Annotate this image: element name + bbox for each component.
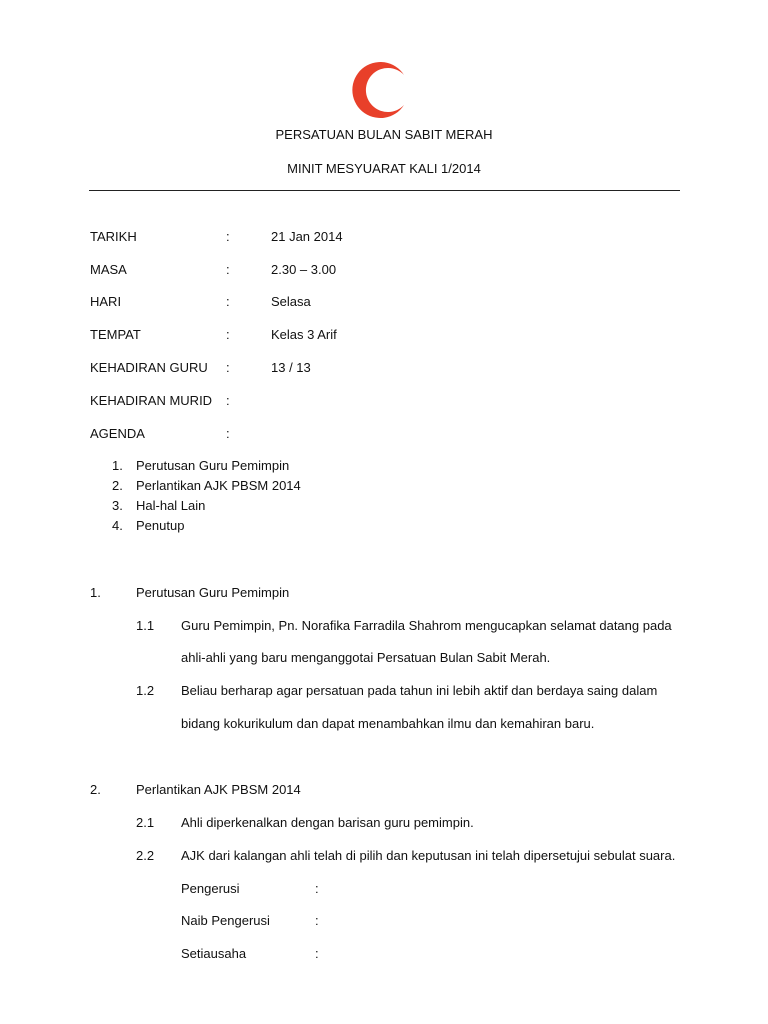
item-text: Guru Pemimpin, Pn. Norafika Farradila Shahrom mengucapkan selamat datang pada xyxy=(181,618,672,633)
info-sep: : xyxy=(226,327,230,342)
section-title: Perlantikan AJK PBSM 2014 xyxy=(136,782,301,797)
item-text: Ahli diperkenalkan dengan barisan guru pemimpin. xyxy=(181,815,474,830)
position-sep: : xyxy=(315,913,319,928)
info-label-agenda: AGENDA xyxy=(90,426,145,441)
position-label: Pengerusi xyxy=(181,881,240,896)
position-sep: : xyxy=(315,946,319,961)
item-num: 2.1 xyxy=(136,815,155,830)
info-sep: : xyxy=(226,229,230,244)
section-num: 1. xyxy=(90,585,101,600)
minutes-title: MINIT MESYUARAT KALI 1/2014 xyxy=(287,161,481,176)
info-sep: : xyxy=(226,294,230,309)
divider xyxy=(89,190,680,191)
section-title: Perutusan Guru Pemimpin xyxy=(136,585,290,600)
position-label: Naib Pengerusi xyxy=(181,913,270,928)
agenda-item: Hal-hal Lain xyxy=(136,498,206,513)
item-text: bidang kokurikulum dan dapat menambahkan ilmu dan kemahiran baru. xyxy=(181,716,595,731)
info-value-kehadiran-guru: 13 / 13 xyxy=(271,360,311,375)
info-value-tempat: Kelas 3 Arif xyxy=(271,327,337,342)
agenda-item: Perlantikan AJK PBSM 2014 xyxy=(136,478,301,493)
org-title: PERSATUAN BULAN SABIT MERAH xyxy=(275,127,493,142)
info-sep: : xyxy=(226,393,230,408)
position-label: Setiausaha xyxy=(181,946,247,961)
info-sep: : xyxy=(226,426,230,441)
info-label-kehadiran-murid: KEHADIRAN MURID xyxy=(90,393,213,408)
info-label-kehadiran-guru: KEHADIRAN GURU xyxy=(90,360,208,375)
info-label-masa: MASA xyxy=(90,262,127,277)
item-text: Beliau berharap agar persatuan pada tahun ini lebih aktif dan berdaya saing dalam xyxy=(181,683,658,698)
info-value-hari: Selasa xyxy=(271,294,311,309)
agenda-num: 4. xyxy=(112,518,123,533)
info-value-tarikh: 21 Jan 2014 xyxy=(271,229,343,244)
agenda-num: 2. xyxy=(112,478,123,493)
item-num: 2.2 xyxy=(136,848,155,863)
item-num: 1.1 xyxy=(136,618,155,633)
info-value-masa: 2.30 – 3.00 xyxy=(271,262,337,277)
red-crescent-icon xyxy=(350,60,410,120)
info-sep: : xyxy=(226,262,230,277)
item-text: ahli-ahli yang baru menganggotai Persatuan Bulan Sabit Merah. xyxy=(181,650,551,665)
section-num: 2. xyxy=(90,782,101,797)
info-label-tarikh: TARIKH xyxy=(90,229,137,244)
item-text: AJK dari kalangan ahli telah di pilih dan keputusan ini telah dipersetujui sebulat suara. xyxy=(181,848,676,863)
position-sep: : xyxy=(315,881,319,896)
info-label-hari: HARI xyxy=(90,294,122,309)
agenda-num: 3. xyxy=(112,498,123,513)
info-label-tempat: TEMPAT xyxy=(90,327,141,342)
agenda-num: 1. xyxy=(112,458,123,473)
info-sep: : xyxy=(226,360,230,375)
item-num: 1.2 xyxy=(136,683,155,698)
agenda-item: Penutup xyxy=(136,518,185,533)
agenda-item: Perutusan Guru Pemimpin xyxy=(136,458,290,473)
